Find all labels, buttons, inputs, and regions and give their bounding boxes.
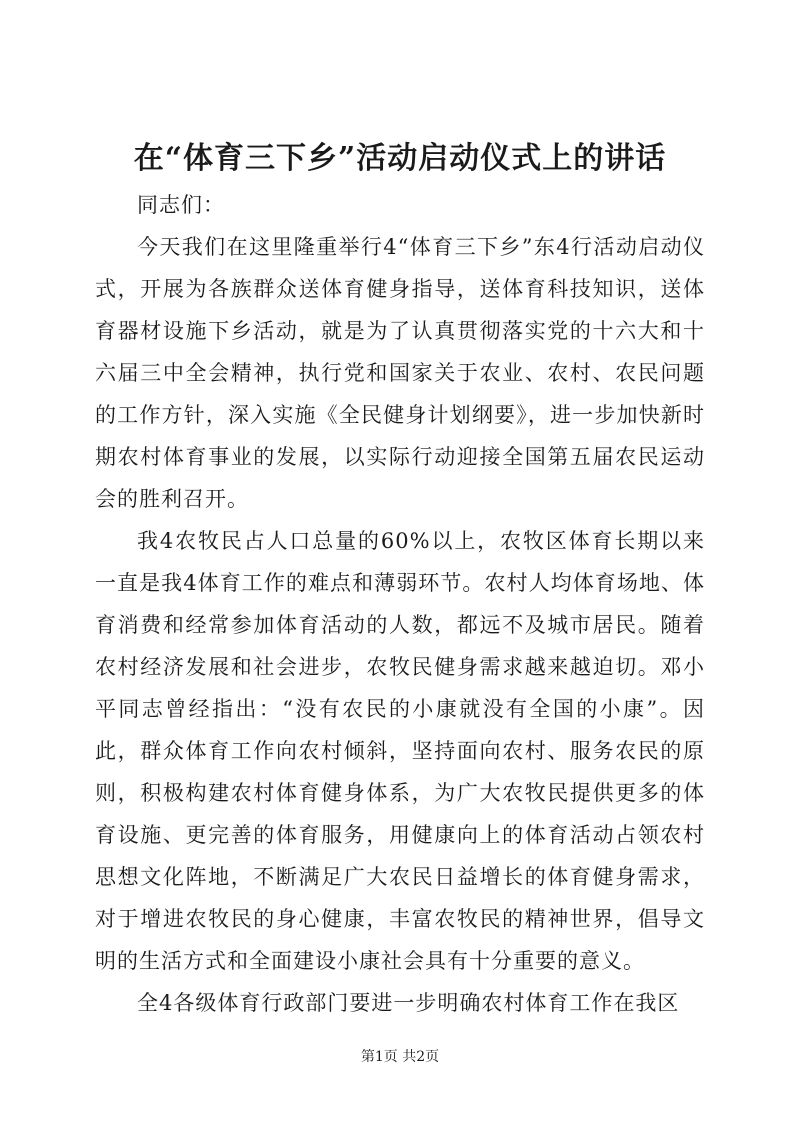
document-title: 在“体育三下乡”活动启动仪式上的讲话 <box>133 141 667 176</box>
paragraph-2: 我4农牧民占人口总量的60%以上，农牧区体育长期以来一直是我4体育工作的难点和薄弱环节。农村人均体育场地、体育消费和经常参加体育活动的人数，都远不及城市居民。随着农村经济发展和社会进步，农牧民健身需求越来越迫切。邓小平同志曾经指出：“没有农民的小康就没有全国的小康”。因此，群众体育工作向农村倾斜，坚持面向农村、服务农民的原则，积极构建农村体育健身体系，为广大农牧民提供更多的体育设施、更完善的体育服务，用健康向上的体育活动占领农村思想文化阵地，不断满足广大农民日益增长的体育健身需求，对于增进农牧民的身心健康，丰富农牧民的精神世界，倡导文明的生活方式和全面建设小康社会具有十分重要的意义。 <box>95 529 705 973</box>
document-body <box>95 184 705 1024</box>
salutation: 同志们： <box>137 193 225 217</box>
paragraph-3: 全4各级体育行政部门要进一步明确农村体育工作在我区 <box>137 991 680 1015</box>
paragraph-1: 今天我们在这里隆重举行4“体育三下乡”东4行活动启动仪式，开展为各族群众送体育健身指导，送体育科技知识，送体育器材设施下乡活动，就是为了认真贯彻落实党的十六大和十六届三中全会精神，执行党和国家关于农业、农村、农民问题的工作方针，深入实施《全民健身计划纲要》，进一步加快新时期农村体育事业的发展，以实际行动迎接全国第五届农民运动会的胜利召开。 <box>95 235 705 511</box>
page-number-footer: 第1页 共2页 <box>360 1049 440 1065</box>
